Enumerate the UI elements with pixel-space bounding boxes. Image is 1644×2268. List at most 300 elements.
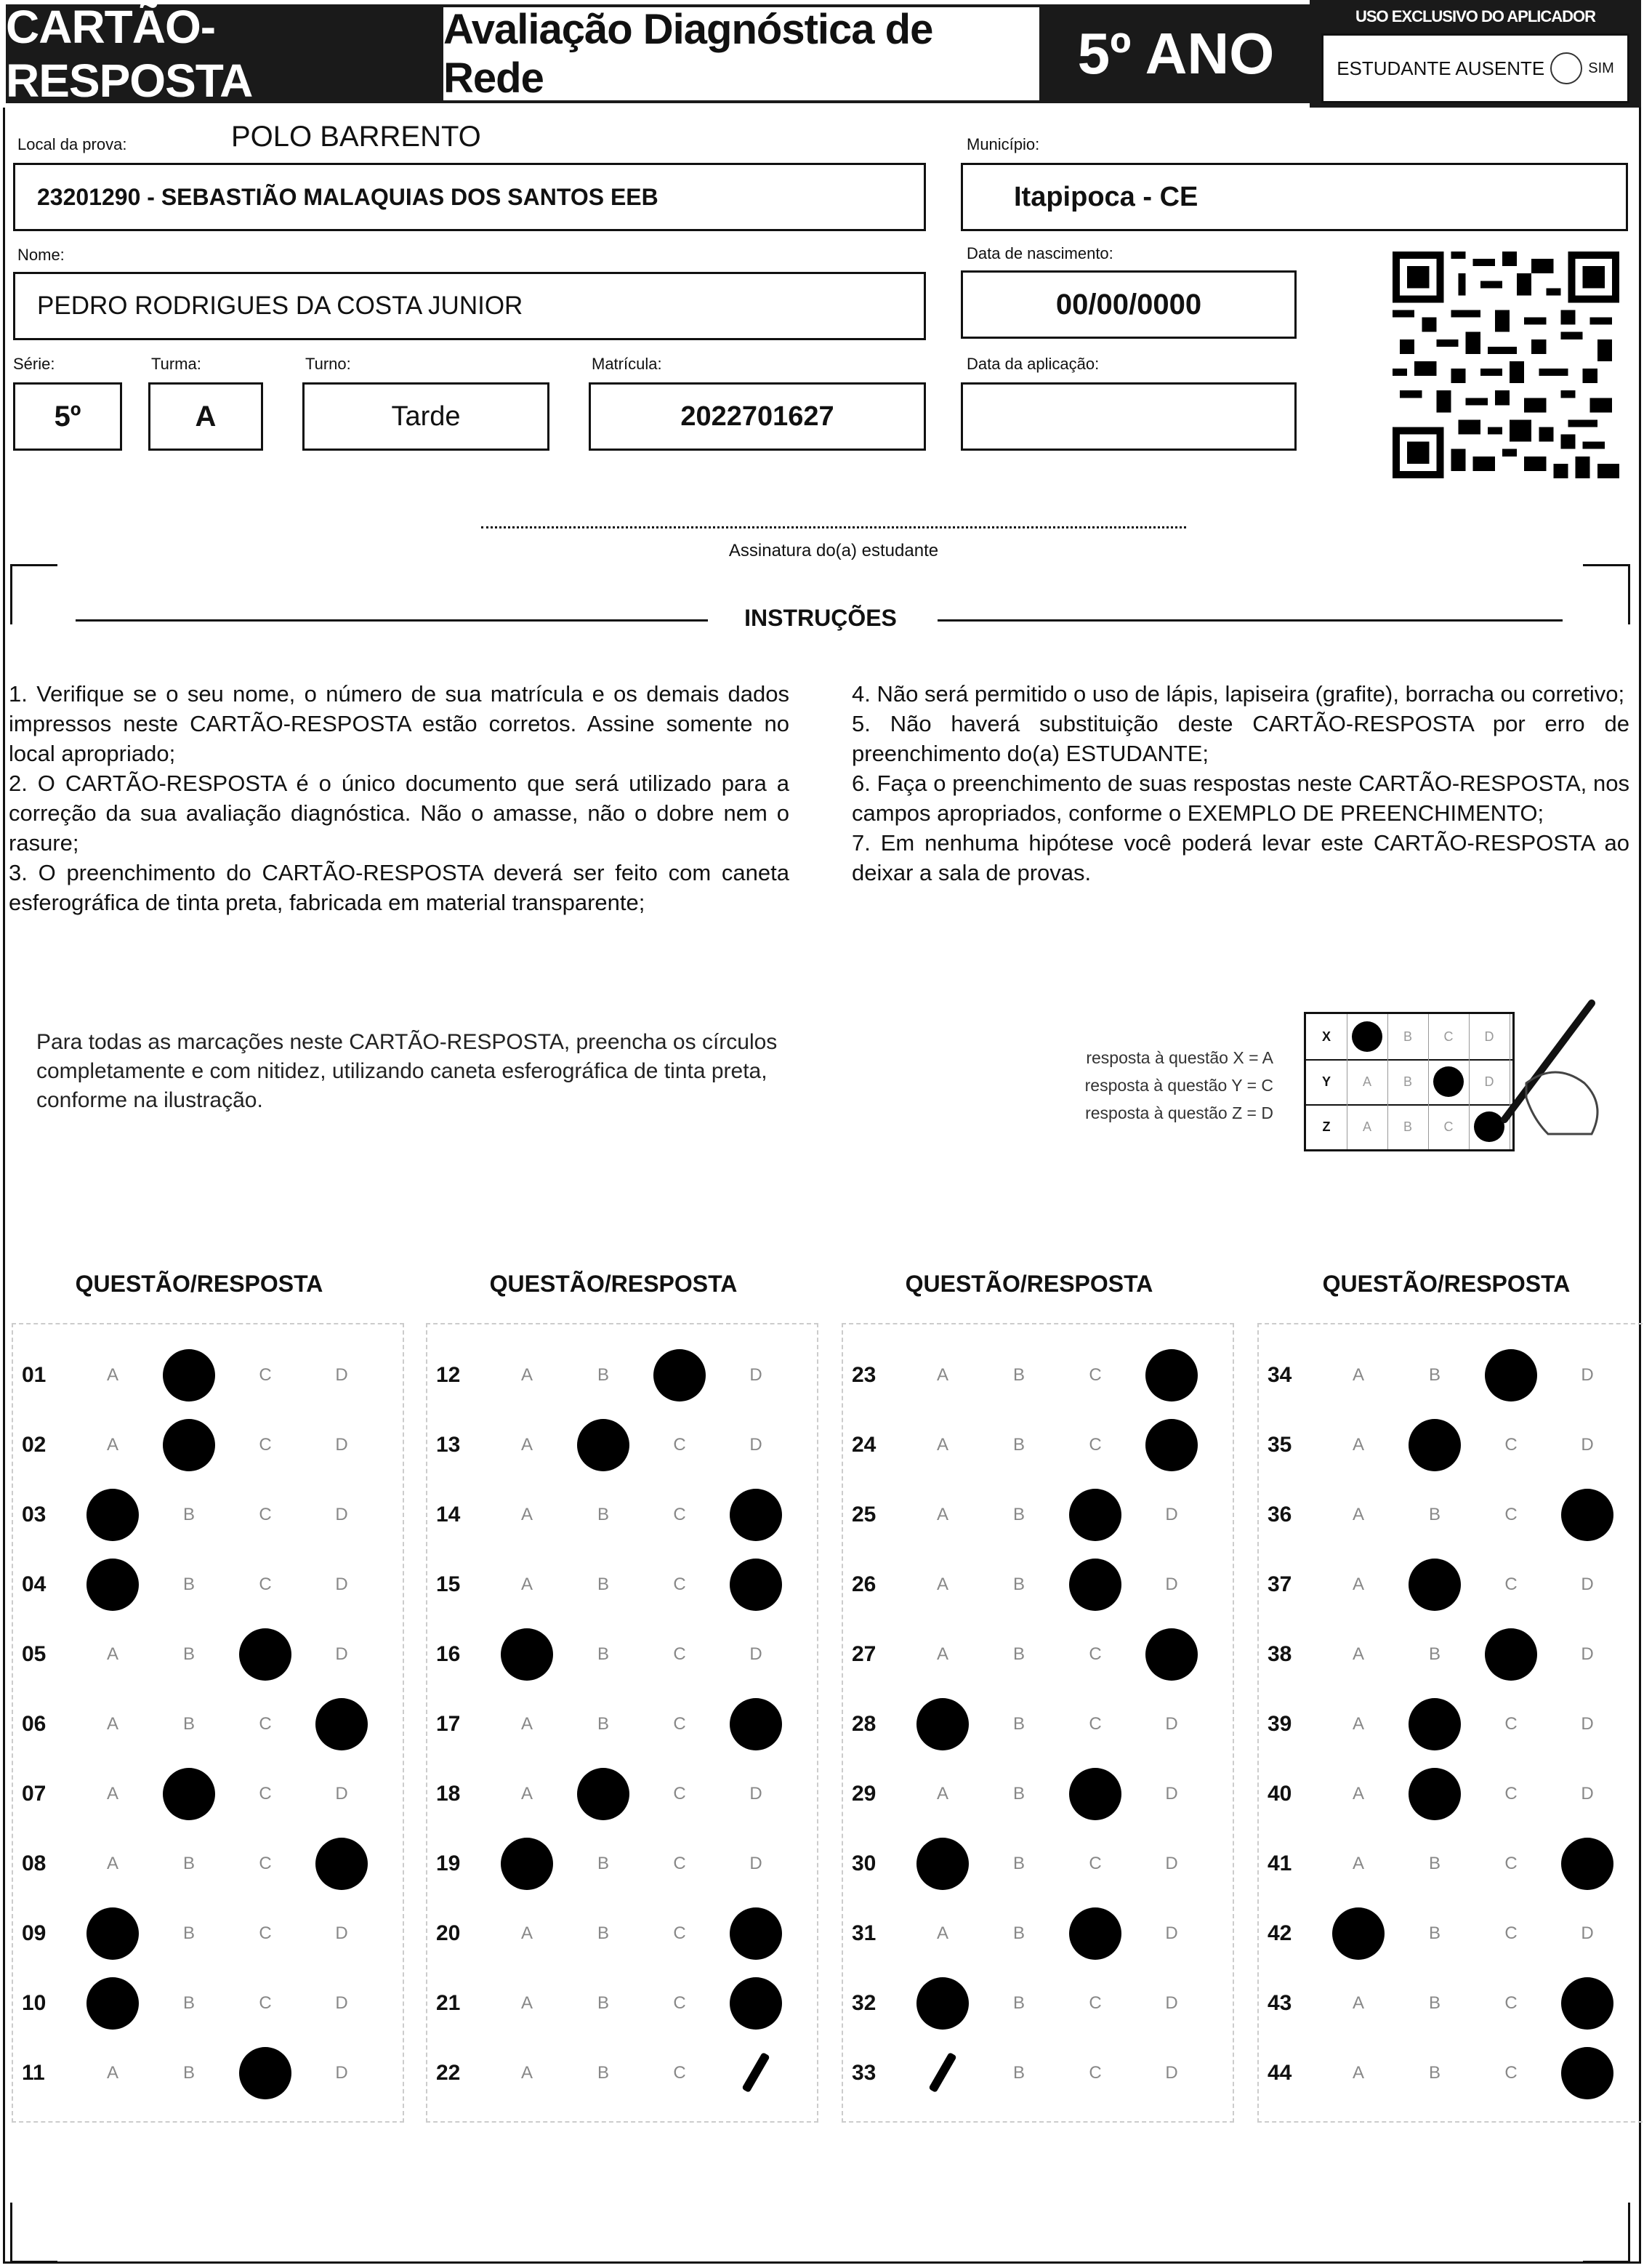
filled-bubble — [916, 1977, 969, 2030]
answer-bubble[interactable]: B — [597, 1714, 609, 1734]
answer-bubble[interactable]: C — [259, 1784, 272, 1803]
answer-bubble[interactable]: A — [106, 1644, 118, 1664]
answer-bubble[interactable]: C — [1504, 1505, 1518, 1524]
answer-bubble[interactable]: D — [749, 1644, 762, 1664]
municipio-field: Itapipoca - CE — [961, 163, 1628, 231]
example-row-label: X — [1306, 1014, 1347, 1059]
example-row — [1306, 1104, 1512, 1151]
instruction-item: 2. O CARTÃO-RESPOSTA é o único documento que será utilizado para a correção da sua avaliação diagnóstica. Não o amasse, não o dobre nem o rasure; — [9, 771, 789, 856]
answer-bubble[interactable]: B — [182, 1644, 195, 1664]
question-number: 40 — [1268, 1782, 1292, 1806]
answer-bubble[interactable]: A — [1352, 1644, 1364, 1664]
answer-bubble-marked[interactable] — [1409, 1423, 1460, 1467]
filled-bubble — [577, 1419, 629, 1471]
answer-bubble-marked[interactable] — [87, 1912, 138, 1955]
filled-bubble — [1485, 1628, 1537, 1681]
answer-bubble[interactable]: D — [1581, 1714, 1594, 1734]
filled-bubble — [1561, 1977, 1613, 2030]
answer-bubble[interactable]: A — [936, 1784, 948, 1803]
answer-bubble[interactable]: B — [182, 2063, 195, 2083]
answer-bubble-marked[interactable] — [316, 1702, 367, 1746]
question-number: 08 — [22, 1851, 47, 1875]
answer-bubble-marked[interactable] — [316, 1842, 367, 1886]
answer-bubble[interactable]: A — [520, 1923, 533, 1943]
answer-bubble[interactable]: A — [106, 2063, 118, 2083]
answer-bubble[interactable]: C — [1504, 1435, 1518, 1455]
answer-bubble-marked[interactable] — [578, 1423, 629, 1467]
example-option: B — [1387, 1059, 1429, 1104]
serie-label: Série: — [13, 355, 55, 373]
answer-bubble[interactable]: B — [597, 1923, 609, 1943]
answer-bubble[interactable]: D — [335, 1505, 348, 1524]
answer-bubble-marked[interactable] — [1409, 1702, 1460, 1746]
answer-bubble[interactable]: B — [1012, 1505, 1025, 1524]
answer-bubble[interactable]: B — [182, 1993, 195, 2013]
filled-bubble — [86, 1977, 139, 2030]
answer-bubble[interactable]: A — [520, 1365, 533, 1385]
filled-bubble — [86, 1489, 139, 1541]
answer-bubble[interactable]: A — [1352, 1784, 1364, 1803]
filled-bubble — [1409, 1698, 1461, 1750]
question-number: 03 — [22, 1503, 47, 1527]
filled-bubble — [916, 1838, 969, 1890]
answer-bubble[interactable]: C — [259, 1854, 272, 1873]
question-row — [22, 2051, 385, 2095]
filled-bubble — [730, 1977, 782, 2030]
filled-bubble — [730, 1907, 782, 1960]
answer-bubble[interactable]: C — [1504, 2063, 1518, 2083]
answer-bubble[interactable]: A — [520, 1714, 533, 1734]
question-number: 42 — [1268, 1921, 1292, 1945]
filled-bubble — [1069, 1768, 1121, 1820]
answer-bubble-marked[interactable] — [730, 1493, 781, 1537]
filled-bubble — [163, 1349, 215, 1402]
answer-bubble-marked[interactable] — [87, 1563, 138, 1606]
question-number: 44 — [1268, 2061, 1292, 2085]
question-number: 31 — [852, 1921, 877, 1945]
answer-bubble[interactable]: C — [259, 1923, 272, 1943]
answer-bubble[interactable]: B — [1428, 1854, 1440, 1873]
signature-line[interactable] — [481, 526, 1186, 528]
answer-bubble-marked[interactable] — [1146, 1633, 1197, 1676]
answer-bubble[interactable]: D — [335, 1993, 348, 2013]
answer-bubble[interactable]: B — [182, 1923, 195, 1943]
aplicacao-label: Data da aplicação: — [967, 355, 1100, 373]
answer-column-header: QUESTÃO/RESPOSTA — [75, 1271, 323, 1297]
question-row — [1268, 1354, 1631, 1397]
answer-bubble-marked[interactable] — [1409, 1563, 1460, 1606]
answer-bubble[interactable]: D — [335, 1923, 348, 1943]
question-number: 04 — [22, 1572, 47, 1596]
answer-bubble-marked[interactable] — [1070, 1493, 1121, 1537]
answer-bubble[interactable]: B — [1012, 2063, 1025, 2083]
legend-item: resposta à questão Z = D — [1085, 1103, 1273, 1122]
answer-bubble[interactable]: A — [520, 2063, 533, 2083]
answer-bubble[interactable]: A — [1352, 1435, 1364, 1455]
answer-bubble[interactable]: D — [335, 1575, 348, 1594]
answer-bubble-marked[interactable] — [1562, 1493, 1613, 1537]
municipio-label: Município: — [967, 135, 1040, 153]
frame-corner — [10, 564, 57, 624]
instruction-item: 3. O preenchimento do CARTÃO-RESPOSTA deverá ser feito com caneta esferográfica de tinta preta, fabricada em material transparente; — [9, 860, 789, 915]
answer-bubble-marked[interactable] — [87, 1493, 138, 1537]
answer-bubble[interactable]: A — [520, 1505, 533, 1524]
answer-bubble[interactable]: C — [1504, 1714, 1518, 1734]
divider — [938, 619, 1563, 622]
card-title: CARTÃO-RESPOSTA — [6, 4, 440, 103]
answer-bubble[interactable]: C — [1089, 1714, 1102, 1734]
answer-bubble[interactable]: A — [1352, 1505, 1364, 1524]
partial-mark — [741, 2052, 770, 2093]
answer-bubble[interactable]: C — [673, 1854, 686, 1873]
question-row — [22, 1912, 385, 1955]
answer-bubble[interactable]: D — [335, 1784, 348, 1803]
answer-bubble[interactable]: C — [259, 1575, 272, 1594]
answer-bubble[interactable]: D — [1165, 1923, 1178, 1943]
question-number: 28 — [852, 1712, 877, 1736]
answer-bubble-marked[interactable] — [1486, 1633, 1536, 1676]
answer-bubble[interactable]: A — [936, 1505, 948, 1524]
filled-bubble — [1069, 1559, 1121, 1611]
applicator-use-label: USO EXCLUSIVO DO APLICADOR — [1355, 7, 1596, 25]
answer-bubble-marked[interactable] — [164, 1423, 214, 1467]
filled-bubble — [86, 1559, 139, 1611]
filled-bubble — [1485, 1349, 1537, 1402]
answer-bubble[interactable]: A — [106, 1784, 118, 1803]
answer-bubble[interactable]: B — [182, 1505, 195, 1524]
answer-bubble[interactable]: D — [1581, 1575, 1594, 1594]
question-row — [852, 1354, 1215, 1397]
answer-bubble[interactable]: C — [673, 1714, 686, 1734]
answer-bubble[interactable]: D — [749, 1435, 762, 1455]
answer-bubble[interactable]: C — [1089, 1365, 1102, 1385]
answer-bubble-marked[interactable] — [240, 1633, 291, 1676]
answer-bubble[interactable]: A — [520, 1784, 533, 1803]
answer-bubble-marked[interactable] — [730, 1982, 781, 2025]
answer-bubble[interactable]: A — [936, 1575, 948, 1594]
answer-column-header: QUESTÃO/RESPOSTA — [489, 1271, 738, 1297]
question-number: 07 — [22, 1782, 47, 1806]
grade-label: 5º ANO — [1042, 4, 1310, 103]
answer-bubble[interactable]: A — [1352, 1993, 1364, 2013]
answer-bubble[interactable]: D — [1165, 1784, 1178, 1803]
answer-bubble[interactable]: C — [259, 1714, 272, 1734]
filled-bubble — [501, 1628, 553, 1681]
example-option: B — [1387, 1014, 1429, 1059]
question-number: 23 — [852, 1363, 877, 1387]
answer-bubble[interactable]: D — [1581, 1644, 1594, 1664]
answer-bubble[interactable]: D — [335, 1644, 348, 1664]
filled-bubble — [1069, 1489, 1121, 1541]
answer-bubble-marked[interactable] — [240, 2051, 291, 2095]
answer-bubble[interactable]: B — [597, 1644, 609, 1664]
signature-label: Assinatura do(a) estudante — [728, 541, 939, 560]
answer-bubble[interactable]: D — [1581, 1923, 1594, 1943]
question-row — [852, 1423, 1215, 1467]
example-filled-bubble — [1433, 1066, 1464, 1097]
answer-bubble[interactable]: B — [1428, 1365, 1440, 1385]
question-row — [436, 1842, 799, 1886]
instructions-left — [9, 679, 789, 917]
question-row — [436, 1493, 799, 1537]
answer-bubble[interactable]: A — [1352, 2063, 1364, 2083]
question-row — [436, 1354, 799, 1397]
answer-bubble[interactable]: A — [1352, 1575, 1364, 1594]
answer-bubble[interactable]: B — [1428, 1505, 1440, 1524]
matricula-field: 2022701627 — [589, 382, 926, 451]
answer-bubble-marked[interactable] — [917, 2051, 968, 2095]
answer-bubble[interactable]: B — [182, 1575, 195, 1594]
answer-bubble-marked[interactable] — [730, 1912, 781, 1955]
answer-bubble[interactable]: B — [1012, 1784, 1025, 1803]
answer-bubble[interactable]: A — [1352, 1854, 1364, 1873]
answer-bubble[interactable]: C — [259, 1993, 272, 2013]
filled-bubble — [730, 1489, 782, 1541]
question-row — [1268, 1702, 1631, 1746]
answer-bubble[interactable]: A — [936, 1923, 948, 1943]
instruction-item: 1. Verifique se o seu nome, o número de sua matrícula e os demais dados impressos neste CARTÃO-RESPOSTA estão corretos. Assine somente no local apropriado; — [9, 681, 789, 766]
answer-bubble[interactable]: C — [1504, 1854, 1518, 1873]
question-row — [1268, 1772, 1631, 1816]
answer-bubble-marked[interactable] — [730, 2051, 781, 2095]
answer-bubble[interactable]: C — [673, 1644, 686, 1664]
filled-bubble — [239, 1628, 291, 1681]
answer-bubble[interactable]: B — [1428, 1923, 1440, 1943]
answer-bubble[interactable]: B — [182, 1854, 195, 1873]
answer-bubble-marked[interactable] — [501, 1842, 552, 1886]
turma-field: A — [148, 382, 263, 451]
answer-bubble[interactable]: D — [749, 1854, 762, 1873]
answer-bubble[interactable]: B — [597, 1993, 609, 2013]
answer-bubble[interactable]: B — [1012, 1365, 1025, 1385]
filled-bubble — [239, 2047, 291, 2099]
answer-bubble-marked[interactable] — [654, 1354, 705, 1397]
answer-bubble[interactable]: C — [1504, 1784, 1518, 1803]
example-option: D — [1469, 1014, 1510, 1059]
answer-bubble[interactable]: C — [1089, 1854, 1102, 1873]
answer-bubble[interactable]: C — [1504, 1923, 1518, 1943]
pen-icon — [1483, 996, 1613, 1141]
question-row — [436, 1982, 799, 2025]
filled-bubble — [1561, 1489, 1613, 1541]
answer-bubble[interactable]: A — [1352, 1365, 1364, 1385]
answer-bubble[interactable]: B — [597, 1365, 609, 1385]
answer-bubble[interactable]: B — [1012, 1575, 1025, 1594]
question-number: 24 — [852, 1433, 877, 1457]
answer-bubble[interactable]: C — [673, 2063, 686, 2083]
answer-bubble[interactable]: B — [597, 1575, 609, 1594]
answer-bubble-marked[interactable] — [730, 1702, 781, 1746]
answer-bubble-marked[interactable] — [730, 1563, 781, 1606]
answer-bubble[interactable]: B — [1012, 1923, 1025, 1943]
question-number: 17 — [436, 1712, 461, 1736]
answer-bubble[interactable]: B — [1012, 1435, 1025, 1455]
divider — [76, 619, 708, 622]
question-row — [22, 1563, 385, 1606]
answer-bubble[interactable]: A — [1352, 1714, 1364, 1734]
nascimento-field: 00/00/0000 — [961, 270, 1297, 339]
answer-bubble[interactable]: A — [936, 1644, 948, 1664]
answer-bubble-marked[interactable] — [1409, 1772, 1460, 1816]
answer-bubble[interactable]: D — [1165, 1575, 1178, 1594]
answer-bubble-marked[interactable] — [1333, 1912, 1384, 1955]
answer-bubble[interactable]: D — [749, 1784, 762, 1803]
filled-bubble — [1409, 1559, 1461, 1611]
answer-bubble[interactable]: C — [259, 1365, 272, 1385]
answer-bubble-marked[interactable] — [1070, 1563, 1121, 1606]
answer-bubble[interactable]: B — [597, 2063, 609, 2083]
question-row — [22, 1354, 385, 1397]
answer-bubble-marked[interactable] — [917, 1982, 968, 2025]
answer-bubble[interactable]: D — [1581, 1435, 1594, 1455]
answer-bubble-marked[interactable] — [1562, 1982, 1613, 2025]
question-row — [1268, 1423, 1631, 1467]
answer-bubble[interactable]: B — [1012, 1993, 1025, 2013]
legend-item: resposta à questão Y = C — [1084, 1076, 1273, 1095]
answer-bubble[interactable]: A — [520, 1993, 533, 2013]
answer-bubble-marked[interactable] — [1486, 1354, 1536, 1397]
filled-bubble — [1145, 1419, 1198, 1471]
answer-bubble[interactable]: A — [520, 1575, 533, 1594]
answer-bubble[interactable]: B — [182, 1714, 195, 1734]
filled-bubble — [1145, 1349, 1198, 1402]
answer-bubble[interactable]: C — [1089, 1993, 1102, 2013]
question-number: 09 — [22, 1921, 47, 1945]
filled-bubble — [163, 1419, 215, 1471]
answer-bubble-marked[interactable] — [164, 1772, 214, 1816]
question-number: 27 — [852, 1642, 877, 1666]
question-row — [22, 1702, 385, 1746]
answer-bubble[interactable]: B — [1012, 1644, 1025, 1664]
example-option: A — [1347, 1104, 1388, 1149]
answer-bubble[interactable]: D — [1581, 1784, 1594, 1803]
question-row — [1268, 1982, 1631, 2025]
answer-bubble[interactable]: C — [1089, 2063, 1102, 2083]
answer-bubble[interactable]: C — [1089, 1644, 1102, 1664]
answer-bubble[interactable]: C — [673, 1575, 686, 1594]
legend-item: resposta à questão X = A — [1086, 1048, 1273, 1067]
question-row — [436, 1772, 799, 1816]
question-number: 06 — [22, 1712, 47, 1736]
answer-bubble[interactable]: D — [1165, 1993, 1178, 2013]
answer-bubble[interactable]: A — [936, 1365, 948, 1385]
question-row — [1268, 1912, 1631, 1955]
example-option: B — [1387, 1104, 1429, 1149]
example-row-label: Z — [1306, 1104, 1347, 1149]
answer-bubble[interactable]: B — [597, 1505, 609, 1524]
answer-bubble[interactable]: B — [1012, 1714, 1025, 1734]
answer-bubble-marked[interactable] — [1562, 1842, 1613, 1886]
answer-bubble[interactable]: D — [1165, 1505, 1178, 1524]
example-option-marked — [1347, 1014, 1388, 1059]
answer-bubble[interactable]: B — [1428, 1644, 1440, 1664]
answer-bubble-marked[interactable] — [164, 1354, 214, 1397]
question-row — [436, 1423, 799, 1467]
answer-bubble[interactable]: C — [673, 1993, 686, 2013]
frame-corner — [1583, 2203, 1630, 2263]
answer-bubble[interactable]: C — [259, 1435, 272, 1455]
question-row — [852, 1772, 1215, 1816]
answer-bubble[interactable]: A — [106, 1854, 118, 1873]
answer-bubble-marked[interactable] — [917, 1842, 968, 1886]
answer-bubble[interactable]: D — [1581, 1365, 1594, 1385]
answer-bubble[interactable]: D — [335, 1365, 348, 1385]
answer-bubble[interactable]: C — [673, 1505, 686, 1524]
question-number: 19 — [436, 1851, 461, 1875]
answer-bubble[interactable]: D — [335, 1435, 348, 1455]
example-option: C — [1428, 1104, 1470, 1149]
question-number: 20 — [436, 1921, 461, 1945]
example-option: A — [1347, 1059, 1388, 1104]
question-row — [22, 1982, 385, 2025]
answer-bubble[interactable]: D — [1165, 2063, 1178, 2083]
filled-bubble — [1561, 2047, 1613, 2099]
filled-bubble — [653, 1349, 706, 1402]
question-number: 18 — [436, 1782, 461, 1806]
question-number: 13 — [436, 1433, 461, 1457]
turma-label: Turma: — [151, 355, 201, 373]
answer-bubble-marked[interactable] — [1070, 1772, 1121, 1816]
turno-field: Tarde — [302, 382, 549, 451]
question-number: 41 — [1268, 1851, 1292, 1875]
answer-bubble[interactable]: C — [673, 1435, 686, 1455]
answer-bubble[interactable]: A — [936, 1435, 948, 1455]
answer-bubble-marked[interactable] — [1562, 2051, 1613, 2095]
instructions-title: INSTRUÇÕES — [744, 605, 897, 631]
answer-bubble[interactable]: C — [1504, 1575, 1518, 1594]
answer-bubble-marked[interactable] — [501, 1633, 552, 1676]
answer-bubble-marked[interactable] — [87, 1982, 138, 2025]
answer-bubble-marked[interactable] — [917, 1702, 968, 1746]
answer-bubble[interactable]: B — [1428, 1993, 1440, 2013]
answer-bubble-marked[interactable] — [1146, 1423, 1197, 1467]
instruction-item: 5. Não haverá substituição deste CARTÃO-RESPOSTA por erro de preenchimento do(a) ESTUDANTE; — [852, 711, 1629, 766]
answer-bubble[interactable]: D — [335, 2063, 348, 2083]
answer-bubble[interactable]: A — [106, 1365, 118, 1385]
answer-bubble-marked[interactable] — [1070, 1912, 1121, 1955]
matricula-label: Matrícula: — [592, 355, 662, 373]
exam-title: Avaliação Diagnóstica de Rede — [440, 4, 1042, 103]
answer-bubble-marked[interactable] — [1146, 1354, 1197, 1397]
answer-bubble[interactable]: C — [259, 1505, 272, 1524]
answer-bubble[interactable]: A — [106, 1714, 118, 1734]
filled-bubble — [577, 1768, 629, 1820]
answer-bubble[interactable]: A — [520, 1435, 533, 1455]
answer-bubble[interactable]: B — [1428, 2063, 1440, 2083]
question-number: 29 — [852, 1782, 877, 1806]
answer-bubble[interactable]: B — [597, 1854, 609, 1873]
answer-bubble[interactable]: D — [1165, 1714, 1178, 1734]
filled-bubble — [501, 1838, 553, 1890]
filled-bubble — [1332, 1907, 1385, 1960]
question-number: 16 — [436, 1642, 461, 1666]
answer-bubble[interactable]: D — [749, 1365, 762, 1385]
question-row — [22, 1493, 385, 1537]
answer-bubble[interactable]: C — [1504, 1993, 1518, 2013]
question-row — [1268, 1563, 1631, 1606]
question-row — [852, 1982, 1215, 2025]
absent-checkbox[interactable] — [1550, 52, 1582, 84]
answer-bubble-marked[interactable] — [578, 1772, 629, 1816]
instruction-item: 4. Não será permitido o uso de lápis, lapiseira (grafite), borracha ou corretivo; — [852, 681, 1625, 707]
answer-bubble[interactable]: C — [673, 1784, 686, 1803]
answer-bubble[interactable]: D — [1165, 1854, 1178, 1873]
answer-bubble[interactable]: C — [1089, 1435, 1102, 1455]
answer-bubble[interactable]: B — [1012, 1854, 1025, 1873]
answer-bubble[interactable]: C — [673, 1923, 686, 1943]
question-number: 36 — [1268, 1503, 1292, 1527]
answer-bubble[interactable]: A — [106, 1435, 118, 1455]
